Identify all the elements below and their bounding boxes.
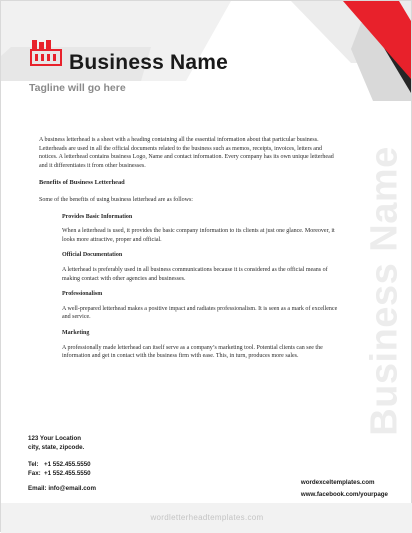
benefit-item [62,290,339,322]
intro-paragraph: A business letterhead is a sheet with a heading containing all the essential information about that particular business. Letterheads are used in all the official documents related to the business such as memos, receipts, invoices, letters and notices. A letterhead contains business Logo, Name and contact information. Every company has its own unique letterhead and it differentiates it from other businesses. [39,137,334,169]
fax-line [28,469,96,478]
fax-label: Fax: [28,470,41,477]
email-line [28,484,96,493]
email-label: Email: [28,485,47,492]
website-link[interactable]: wordexceltemplates.com [300,479,375,486]
corner-decor-shapes [281,1,411,101]
benefit-title: Provides Basic Information [62,213,133,220]
tel-label: Tel: [28,461,39,468]
tel-line [28,460,96,469]
benefit-text: A well-prepared letterhead makes a positive impact and radiates professionalism. It is seen as a mark of excellence and service. [62,305,338,321]
facebook-link[interactable]: www.facebook.com/yourpage [300,491,388,498]
tagline: Tagline will go here [29,82,126,94]
benefit-text: When a letterhead is used, it provides the basic company information to its clients at just one glance. Moreover, it looks more attractive, proper and official. [62,228,335,243]
lead-paragraph: Some of the benefits of using business letterhead are as follows: [39,196,193,203]
factory-logo-icon [29,38,63,68]
business-name: Business Name [69,51,229,74]
benefit-title: Official Documentation [62,252,123,259]
fax-value: +1 552.455.5550 [44,470,91,477]
address-line-2: city, state, zipcode. [28,444,85,451]
benefit-item [62,213,339,245]
web-block [301,477,388,501]
footer-source-text: wordletterheadtemplates.com [150,513,264,522]
benefit-title: Marketing [62,329,90,336]
benefit-title: Professionalism [62,291,103,298]
contact-block [28,434,96,493]
tel-value: +1 552.455.5550 [44,461,91,468]
benefit-item [62,329,339,361]
business-name-watermark: Business Name [363,146,406,436]
section-heading: Benefits of Business Letterhead [39,179,125,187]
email-value: info@email.com [48,485,96,492]
benefit-text: A professionally made letterhead can itself serve as a company’s marketing tool. Potential clients can see the information and get in contact with the business firm with ease. This, in turn, produces more sales. [62,344,323,360]
address-line-1: 123 Your Location [28,435,82,442]
letter-body [39,136,339,368]
benefit-item [62,251,339,283]
benefit-text: A letterhead is preferably used in all business communications because it is considered as the official means of making contact with other agencies and businesses. [62,266,328,282]
